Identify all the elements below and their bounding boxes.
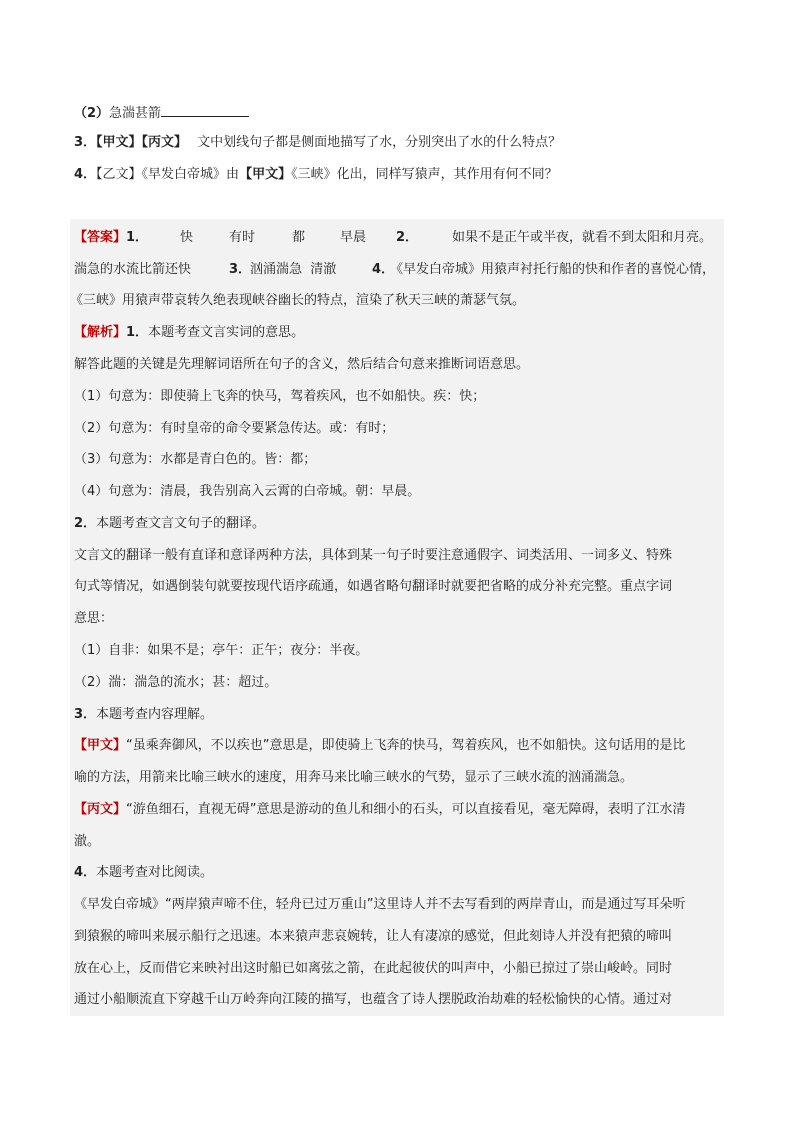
answer-value: 早晨 [340,230,367,245]
analysis-paragraph: 喻的方法，用箭来比喻三峡水的速度，用奔马来比喻三峡水的气势，显示了三峡水流的汹涌湍急。 [74,770,634,785]
analysis-paragraph: 通过小船顺流直下穿越千山万岭奔向江陵的描写，也蕴含了诗人摆脱政治劫难的轻松愉快的心情。通过对 [74,992,673,1007]
answer-value: 有时 [229,230,256,245]
answer-text: 湍急的水流比箭还快 [74,262,192,277]
answer-text: 汹涌湍急 清澈 [250,262,337,277]
question-text: 文中划线句子都是侧面地描写了水，分别突出了水的什么特点？ [197,135,562,150]
question-2-2 [74,103,249,123]
section-number: 3． [74,707,97,722]
text-tag-jia: 【甲文】 [74,738,127,753]
answer-tag: 【答案】 [74,230,127,245]
analysis-head-1 [74,324,304,342]
section-heading: 本题考查对比阅读。 [96,865,214,880]
analysis-item: （3）句意为：水都是青白色的。皆：都； [74,452,317,467]
analysis-paragraph [74,801,686,819]
analysis-item: （2）句意为：有时皇帝的命令要紧急传达。或：有时； [74,421,395,436]
question-text-a: 【乙文】《早发白帝城》由 [96,167,240,182]
analysis-item: （1）句意为：即使骑上飞奔的快马，驾着疾风，也不如船快。疾：快； [74,389,486,404]
answer-value: 都 [292,230,306,245]
answer-text: 《早发白帝城》用猿声衬托行船的快和作者的喜悦心情， [390,262,716,277]
question-text: 急湍甚箭 [109,106,162,121]
analysis-head-4 [74,864,213,882]
analysis-head-3 [74,706,213,724]
analysis-paragraph: 解答此题的关键是先理解词语所在句子的含义，然后结合句意来推断词语意思。 [74,357,530,372]
analysis-paragraph: 到猿猴的啼叫来展示船行之迅速。本来猿声悲哀婉转，让人有凄凉的感觉，但此刻诗人并没有把猿的啼叫 [74,929,673,944]
analysis-text: “游鱼细石，直视无碍”意思是游动的鱼儿和细小的石头，可以直接看见，毫无障碍，表明了江水清 [126,802,686,817]
question-number: 3． [74,135,97,150]
section-heading: 本题考查文言实词的意思。 [148,325,305,340]
answer-blank[interactable] [161,103,249,117]
answer-number: 4． [372,262,395,277]
section-number: 2． [74,516,97,531]
analysis-head-2 [74,515,265,533]
analysis-paragraph: 澈。 [74,834,101,849]
analysis-item: （4）句意为：清晨，我告别高入云霄的白帝城。朝：早晨。 [74,484,421,499]
answer-number: 2． [396,230,419,245]
analysis-paragraph: 文言文的翻译一般有直译和意译两种方法，具体到某一句子时要注意通假字、词类活用、一词多义、特殊 [74,548,673,563]
answer-text: 如果不是正午或半夜，就看不到太阳和月亮。 [452,230,713,245]
text-tag-bing: 【丙文】 [74,802,127,817]
question-tags: 【甲文】【丙文】 [96,135,188,150]
question-number: 4． [74,167,97,182]
section-number: 1． [126,325,149,340]
question-4 [74,166,558,184]
answer-number: 3． [229,262,252,277]
section-number: 4． [74,865,97,880]
analysis-tag: 【解析】 [74,325,127,340]
analysis-paragraph: 放在心上，反而借它来映衬出这时船已如离弦之箭，在此起彼伏的叫声中，小船已掠过了崇山峻岭。同时 [74,961,673,976]
analysis-item: （1）自非：如果不是；亭午：正午；夜分：半夜。 [74,643,369,658]
answer-line-3: 《三峡》用猿声带哀转久绝表现峡谷幽长的特点，渲染了秋天三峡的萧瑟气氛。 [70,293,526,308]
analysis-text: “虽乘奔御风，不以疾也”意思是，即使骑上飞奔的快马，驾着疾风，也不如船快。这句话用的是比 [126,738,686,753]
section-heading: 本题考查内容理解。 [96,707,214,722]
answer-number: 1． [126,230,149,245]
question-number: （2） [74,106,110,121]
answer-value: 快 [180,230,194,245]
question-text-b: 《三峡》化出，同样写猿声，其作用有何不同？ [291,167,558,182]
answer-line-2 [74,261,716,279]
question-tag: 【甲文】 [239,167,292,182]
analysis-paragraph [74,737,686,755]
analysis-paragraph: 《早发白帝城》“两岸猿声啼不住，轻舟已过万重山”这里诗人并不去写看到的两岸青山，而是通过写耳朵听 [74,897,686,912]
analysis-paragraph: 句式等情况，如遇倒装句就要按现代语序疏通，如遇省略句翻译时就要把省略的成分补充完整。重点字词 [74,579,673,594]
analysis-paragraph: 意思： [74,611,114,626]
question-3 [74,134,561,152]
analysis-item: （2）湍：湍急的流水；甚：超过。 [74,675,278,690]
answer-line-1 [74,229,713,247]
section-heading: 本题考查文言文句子的翻译。 [96,516,266,531]
